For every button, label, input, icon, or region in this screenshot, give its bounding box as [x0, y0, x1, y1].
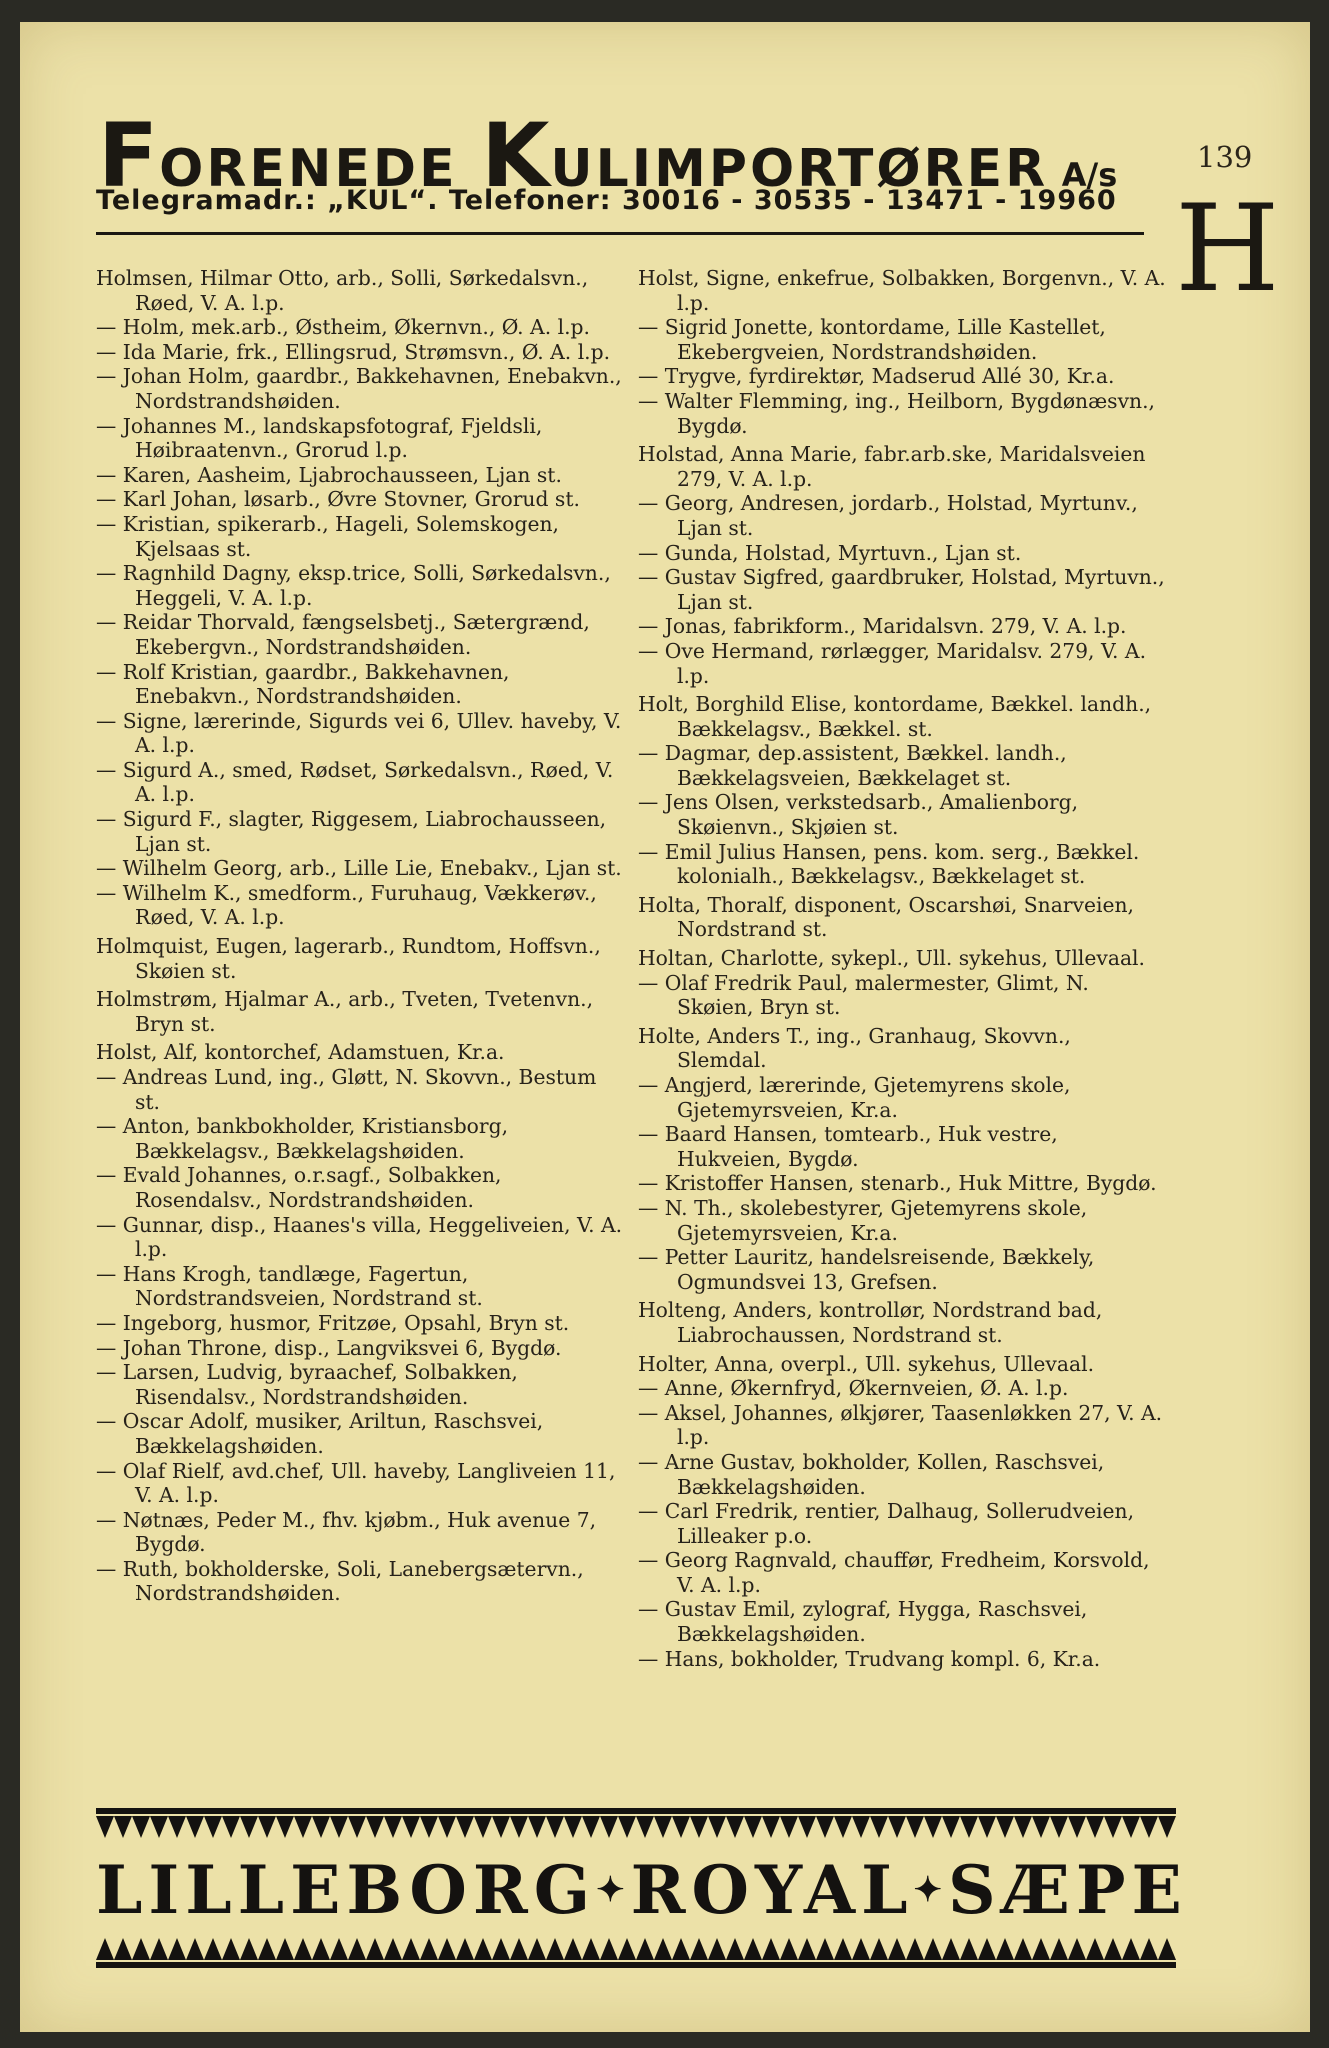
directory-entry: — Andreas Lund, ing., Gløtt, N. Skovvn., Bestum st.	[96, 1065, 597, 1114]
directory-entry: — Ragnhild Dagny, eksp.trice, Solli, Sørkedalsvn., Heggeli, V. A. l.p.	[96, 561, 611, 610]
heading-word-kulimportorer: ULIMPORTØRER	[550, 139, 1049, 199]
zigzag-band-bottom	[96, 1934, 1176, 1968]
directory-entry: — Johannes M., landskapsfotograf, Fjeldsli, Høibraatenvn., Grorud l.p.	[96, 413, 543, 463]
directory-entry: — Carl Fredrik, rentier, Dalhaug, Sollerudveien, Lilleaker p.o.	[638, 1499, 1135, 1548]
directory-entry: — Johan Holm, gaardbr., Bakkehavnen, Enebakvn., Nordstrandshøiden.	[96, 364, 622, 413]
directory-entry: — Olaf Rielf, avd.chef, Ull. haveby, Langliveien 11, V. A. l.p.	[96, 1458, 616, 1508]
directory-entry-surname: Holmstrøm, Hjalmar A., arb., Tveten, Tvetenvn., Bryn st.	[96, 987, 594, 1036]
directory-entry: — Aksel, Johannes, ølkjører, Taasenløkken 27, V. A. l.p.	[638, 1400, 1163, 1450]
directory-entry-surname: Holt, Borghild Elise, kontordame, Bækkel. landh., Bækkelagsv., Bækkel. st.	[638, 692, 1152, 741]
directory-entry: — Oscar Adolf, musiker, Ariltun, Raschsvei, Bækkelagshøiden.	[96, 1409, 544, 1458]
telegram-line: Telegramadr.: „KUL“. Telefoner: 30016 - 30535 - 13471 - 19960	[96, 185, 1117, 216]
directory-entry: — Jens Olsen, verkstedsarb., Amalienborg, Skøienvn., Skjøien st.	[638, 790, 1079, 840]
directory-entry: — Karl Johan, løsarb., Øvre Stovner, Grorud st.	[96, 487, 580, 512]
directory-entry: — Anton, bankbokholder, Kristiansborg, Bækkelagsv., Bækkelagshøiden.	[96, 1114, 509, 1163]
directory-entry: — Sigurd A., smed, Rødset, Sørkedalsvn., Røed, V. A. l.p.	[96, 757, 614, 807]
zigzag-band-top	[96, 1808, 1176, 1842]
directory-entry: — Johan Throne, disp., Langviksvei 6, Bygdø.	[96, 1335, 562, 1360]
directory-entry: — Hans, bokholder, Trudvang kompl. 6, Kr.a.	[638, 1646, 1101, 1671]
directory-entry: — Reidar Thorvald, fængselsbetj., Sætergrænd, Ekebergvn., Nordstrandshøiden.	[96, 610, 590, 659]
directory-entry: — Trygve, fyrdirektør, Madserud Allé 30, Kr.a.	[638, 364, 1115, 389]
directory-entry-surname: Holst, Alf, kontorchef, Adamstuen, Kr.a.	[96, 1040, 505, 1065]
advert-banner	[96, 1808, 1188, 1978]
directory-entry: — Georg, Andresen, jordarb., Holstad, Myrtunv., Ljan st.	[638, 491, 1138, 540]
directory-entry: — Gustav Emil, zylograf, Hygga, Raschsvei, Bækkelagshøiden.	[638, 1597, 1088, 1647]
directory-entry: — Nøtnæs, Peder M., fhv. kjøbm., Huk avenue 7, Bygdø.	[96, 1507, 597, 1557]
heading-suffix: A/s	[1061, 156, 1118, 194]
directory-entry-surname: Holta, Thoralf, disponent, Oscarshøi, Snarveien, Nordstrand st.	[638, 892, 1134, 942]
directory-entry: — Karen, Aasheim, Ljabrochausseen, Ljan st.	[96, 462, 562, 487]
directory-entry: — Georg Ragnvald, chauffør, Fredheim, Korsvold, V. A. l.p.	[638, 1548, 1150, 1597]
directory-entry: — Gunda, Holstad, Myrtuvn., Ljan st.	[638, 540, 1022, 565]
advert-word-lilleborg: LILLEBORG	[96, 1851, 597, 1929]
heading-initial-k: K	[481, 104, 551, 207]
directory-entry: — Ingeborg, husmor, Fritzøe, Opsahl, Bryn st.	[96, 1310, 570, 1335]
left-column	[96, 262, 624, 1606]
directory-entry-surname: Holstad, Anna Marie, fabr.arb.ske, Maridalsveien 279, V. A. l.p.	[638, 442, 1146, 491]
directory-entry: — Signe, lærerinde, Sigurds vei 6, Ullev. haveby, V. A. l.p.	[96, 708, 622, 758]
directory-entry: — N. Th., skolebestyrer, Gjetemyrens skole, Gjetemyrsveien, Kr.a.	[638, 1195, 1088, 1245]
section-letter: H	[1175, 180, 1280, 319]
directory-entry: — Angjerd, lærerinde, Gjetemyrens skole, Gjetemyrsveien, Kr.a.	[638, 1073, 1071, 1122]
directory-entry: — Rolf Kristian, gaardbr., Bakkehavnen, Enebakvn., Nordstrandshøiden.	[96, 659, 510, 709]
advert-text	[96, 1846, 1188, 1934]
directory-entry-surname: Holst, Signe, enkefrue, Solbakken, Borgenvn., V. A. l.p.	[638, 266, 1166, 315]
directory-entry-surname: Holmquist, Eugen, lagerarb., Rundtom, Hoffsvn., Skøien st.	[96, 934, 601, 983]
directory-entry: — Gustav Sigfred, gaardbruker, Holstad, Myrtuvn., Ljan st.	[638, 565, 1165, 614]
directory-entry: — Petter Lauritz, handelsreisende, Bækkely, Ogmundsvei 13, Grefsen.	[638, 1245, 1095, 1294]
directory-entry: — Sigrid Jonette, kontordame, Lille Kastellet, Ekebergveien, Nordstrandshøiden.	[638, 315, 1106, 364]
directory-entry: — Kristoffer Hansen, stenarb., Huk Mittre, Bygdø.	[638, 1171, 1157, 1196]
directory-entry: — Jonas, fabrikform., Maridalsvn. 279, V. A. l.p.	[638, 614, 1127, 639]
directory-entry: — Wilhelm Georg, arb., Lille Lie, Enebakv., Ljan st.	[96, 856, 622, 881]
heading-initial-f: F	[98, 104, 160, 207]
header-rule	[96, 232, 1144, 235]
directory-entry: — Larsen, Ludvig, byraachef, Solbakken, Risendalsv., Nordstrandshøiden.	[96, 1360, 518, 1409]
directory-entry: — Sigurd F., slagter, Riggesem, Liabrochausseen, Ljan st.	[96, 807, 607, 856]
directory-entry: — Emil Julius Hansen, pens. kom. serg., Bækkel. kolonialh., Bækkelagsv., Bækkelaget st.	[638, 839, 1140, 889]
directory-entry: — Holm, mek.arb., Østheim, Økernvn., Ø. A. l.p.	[96, 315, 590, 340]
directory-entry: — Ruth, bokholderske, Soli, Lanebergsætervn., Nordstrandshøiden.	[96, 1556, 584, 1606]
directory-entry: — Anne, Økernfryd, Økernveien, Ø. A. l.p.	[638, 1376, 1069, 1401]
directory-entry: — Wilhelm K., smedform., Furuhaug, Vækkerøv., Røed, V. A. l.p.	[96, 880, 597, 930]
directory-entry: — Evald Johannes, o.r.sagf., Solbakken, Rosendalsv., Nordstrandshøiden.	[96, 1163, 502, 1212]
directory-entry: — Arne Gustav, bokholder, Kollen, Raschsvei, Bækkelagshøiden.	[638, 1449, 1105, 1499]
directory-entry: — Dagmar, dep.assistent, Bækkel. landh., Bækkelagsveien, Bækkelaget st.	[638, 741, 1067, 790]
directory-entry-surname: Holte, Anders T., ing., Granhaug, Skovvn., Slemdal.	[638, 1023, 1071, 1073]
directory-entry: — Ida Marie, frk., Ellingsrud, Strømsvn., Ø. A. l.p.	[96, 339, 611, 364]
star-icon: ✦	[596, 1870, 631, 1910]
directory-entry: — Olaf Fredrik Paul, malermester, Glimt, N. Skøien, Bryn st.	[638, 970, 1089, 1020]
directory-entry: — Gunnar, disp., Haanes's villa, Heggeliveien, V. A. l.p.	[96, 1212, 623, 1262]
right-column	[638, 262, 1166, 1671]
directory-entry: — Hans Krogh, tandlæge, Fagertun, Nordstrandsveien, Nordstrand st.	[96, 1261, 483, 1311]
directory-entry: — Ove Hermand, rørlægger, Maridalsv. 279, V. A. l.p.	[638, 638, 1147, 688]
directory-entry: — Kristian, spikerarb., Hageli, Solemskogen, Kjelsaas st.	[96, 511, 559, 561]
directory-entry: — Walter Flemming, ing., Heilborn, Bygdønæsvn., Bygdø.	[638, 388, 1155, 438]
directory-entry-surname: Holteng, Anders, kontrollør, Nordstrand bad, Liabrochaussen, Nordstrand st.	[638, 1298, 1103, 1347]
page-number: 139	[1197, 140, 1253, 174]
directory-entry-surname: Holtan, Charlotte, sykepl., Ull. sykehus, Ullevaal.	[638, 946, 1145, 971]
directory-entry-surname: Holmsen, Hilmar Otto, arb., Solli, Sørkedalsvn., Røed, V. A. l.p.	[96, 266, 589, 315]
star-icon: ✦	[913, 1870, 948, 1910]
advert-word-royal: ROYAL	[630, 1851, 914, 1929]
advert-word-saepe: SÆPE	[947, 1851, 1188, 1929]
heading-word-forenede: ORENEDE	[159, 139, 458, 199]
directory-entry-surname: Holter, Anna, overpl., Ull. sykehus, Ullevaal.	[638, 1351, 1095, 1376]
directory-entry: — Baard Hansen, tomtearb., Huk vestre, Hukveien, Bygdø.	[638, 1122, 1058, 1171]
